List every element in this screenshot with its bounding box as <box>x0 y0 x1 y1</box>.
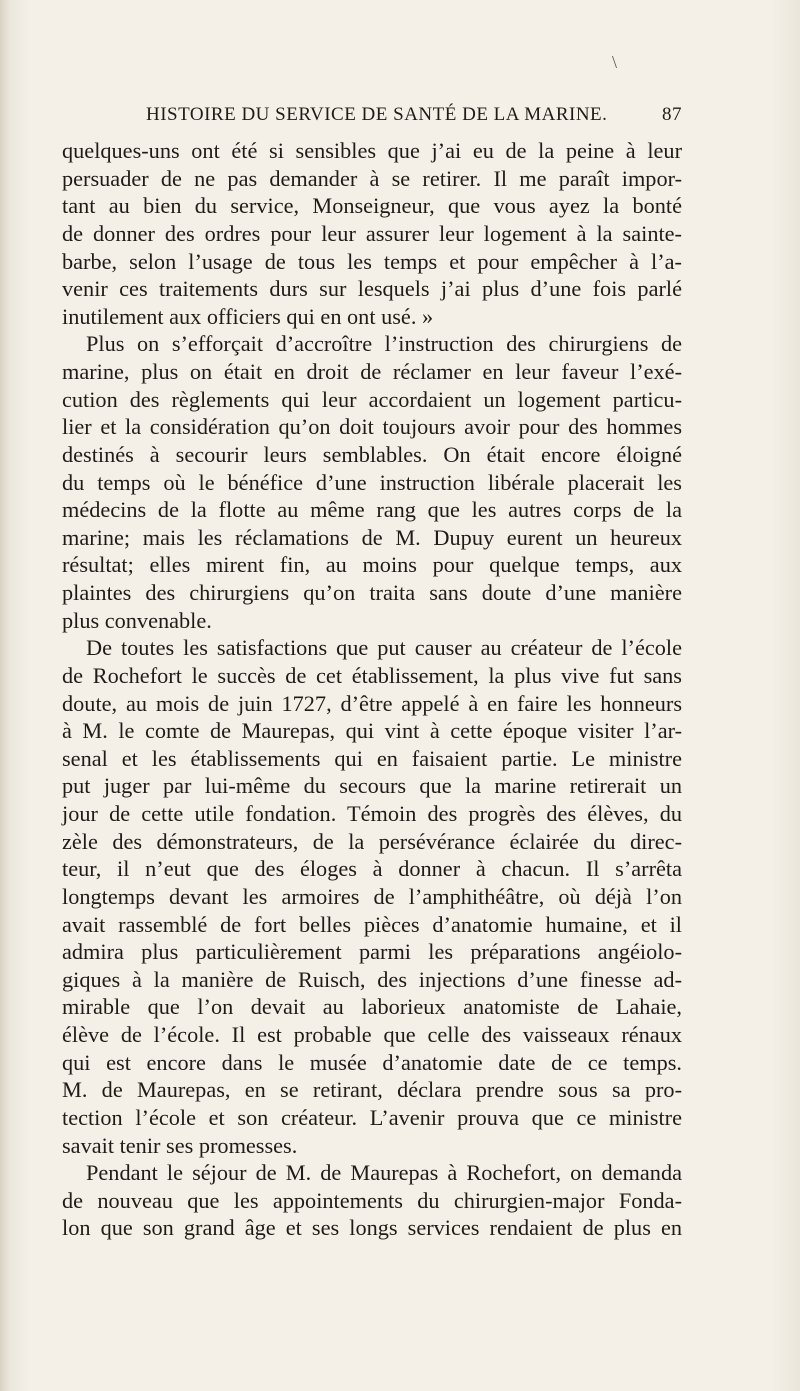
text-line: M. de Maurepas, en se retirant, déclara prendre sous sa pro- <box>62 1077 682 1103</box>
running-header <box>112 104 682 128</box>
text-line: marine; mais les réclamations de M. Dupuy eurent un heureux <box>62 524 682 550</box>
text-line: venir ces traitements durs sur lesquels j’ai plus d’une fois parlé <box>62 276 682 302</box>
text-line: plus convenable. <box>62 607 212 633</box>
text-line: tant au bien du service, Monseigneur, que vous ayez la bonté <box>62 193 682 219</box>
text-line: giques à la manière de Ruisch, des injections d’une finesse ad- <box>62 966 682 992</box>
text-line: Plus on s’efforçait d’accroître l’instruction des chirurgiens de <box>86 331 682 357</box>
text-line: Pendant le séjour de M. de Maurepas à Rochefort, on demanda <box>86 1160 682 1186</box>
text-line: inutilement aux officiers qui en ont usé. » <box>62 303 434 329</box>
text-line: à M. le comte de Maurepas, qui vint à cette époque visiter l’ar- <box>62 718 682 744</box>
text-line: du temps où le bénéfice d’une instruction libérale placerait les <box>62 469 682 495</box>
text-line: De toutes les satisfactions que put causer au créateur de l’école <box>86 635 682 661</box>
text-line: mirable que l’on devait au laborieux anatomiste de Lahaie, <box>62 994 682 1020</box>
text-line: zèle des démonstrateurs, de la persévérance éclairée du direc- <box>62 828 682 854</box>
page-number: 87 <box>662 104 682 125</box>
text-line: teur, il n’eut que des éloges à donner à chacun. Il s’arrêta <box>62 856 682 882</box>
stray-mark: \ <box>612 52 618 72</box>
text-line: quelques-uns ont été si sensibles que j’ai eu de la peine à leur <box>62 138 682 163</box>
text-line: doute, au mois de juin 1727, d’être appelé à en faire les honneurs <box>62 690 682 716</box>
text-line: persuader de ne pas demander à se retirer. Il me paraît impor- <box>62 165 682 191</box>
text-line: qui est encore dans le musée d’anatomie date de ce temps. <box>62 1049 682 1075</box>
text-line: lier et la considération qu’on doit toujours avoir pour des hommes <box>62 414 682 440</box>
text-line: tection l’école et son créateur. L’avenir prouva que ce ministre <box>62 1104 682 1130</box>
text-line: barbe, selon l’usage de tous les temps et pour empêcher à l’a- <box>62 248 682 274</box>
text-line: avait rassemblé de fort belles pièces d’anatomie humaine, et il <box>62 911 682 937</box>
text-line: admira plus particulièrement parmi les préparations angéiolo- <box>62 939 682 965</box>
running-title: HISTOIRE DU SERVICE DE SANTÉ DE LA MARINE. <box>146 104 608 125</box>
text-line: élève de l’école. Il est probable que celle des vaisseaux rénaux <box>62 1022 682 1047</box>
text-line: senal et les établissements qui en faisaient partie. Le ministre <box>62 745 682 771</box>
text-line: lon que son grand âge et ses longs services rendaient de plus en <box>62 1215 682 1241</box>
text-line: médecins de la flotte au même rang que les autres corps de la <box>62 497 682 523</box>
text-line: longtemps devant les armoires de l’amphithéâtre, où déjà l’on <box>62 883 682 909</box>
text-line: marine, plus on était en droit de réclamer en leur faveur l’exé- <box>62 359 682 384</box>
text-line: résultat; elles mirent fin, au moins pour quelque temps, aux <box>62 552 682 578</box>
text-line: de Rochefort le succès de cet établissement, la plus vive fut sans <box>62 662 682 688</box>
text-line: put juger par lui-même du secours que la marine retirerait un <box>62 773 682 799</box>
text-line: de nouveau que les appointements du chirurgien-major Fonda- <box>62 1187 682 1213</box>
text-line: cution des règlements qui leur accordaient un logement particu- <box>62 386 682 412</box>
body-text <box>62 137 682 1242</box>
text-line: jour de cette utile fondation. Témoin des progrès des élèves, du <box>62 801 682 826</box>
text-line: destinés à secourir leurs semblables. On était encore éloigné <box>62 441 682 467</box>
text-line: savait tenir ses promesses. <box>62 1132 298 1158</box>
text-line: plaintes des chirurgiens qu’on traita sans doute d’une manière <box>62 580 682 605</box>
text-line: de donner des ordres pour leur assurer leur logement à la sainte- <box>62 220 682 246</box>
